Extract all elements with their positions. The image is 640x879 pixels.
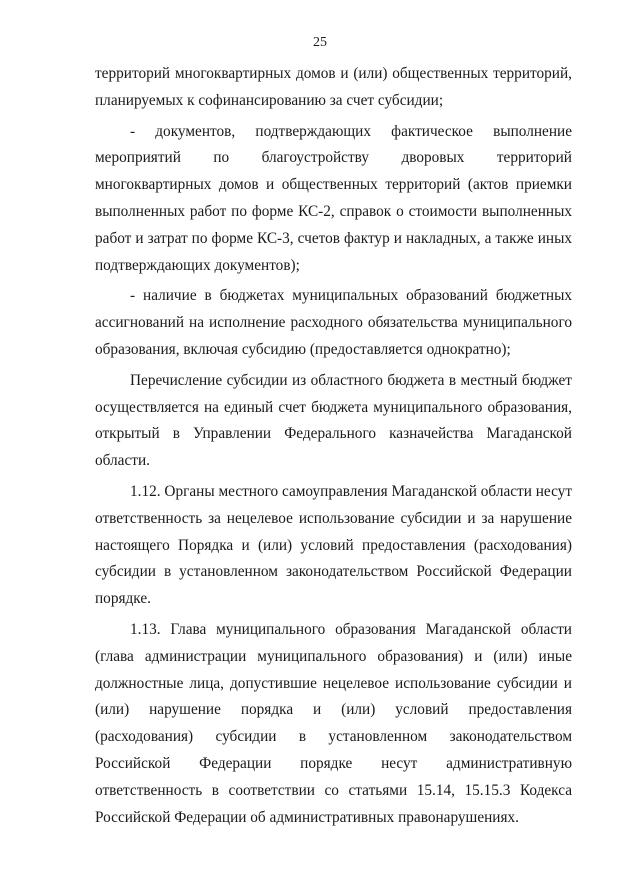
document-body xyxy=(95,61,572,831)
list-item-documents: - документов, подтверждающих фактическое выполнение мероприятий по благоустройству дворовых территорий многоквартирных домов и общественных территорий (актов приемки выполненных работ по форме КС-2, справок о стоимости выполненных работ и затрат по форме КС-3, счетов фактур и накладных, а также иных подтверждающих документов); xyxy=(95,122,572,274)
list-item-budget-allocations: - наличие в бюджетах муниципальных образований бюджетных ассигнований на исполнение расходного обязательства муниципального образования, включая субсидию (предоставляется однократно); xyxy=(95,287,572,358)
clause-1-12: 1.12. Органы местного самоуправления Магаданской области несут ответственность за нецелевое использование субсидии и за нарушение настоящего Порядка и (или) условий предоставления (расходования) субсидии в установленном законодательством Российской Федерации порядке. xyxy=(95,482,573,608)
clause-1-13: 1.13. Глава муниципального образования Магаданской области (глава администрации муниципального образования) и (или) иные должностные лица, допустившие нецелевое использование субсидии и (или) нарушение порядка и (или) условий предоставления (расходования) субсидии в установленном законодательством Российской Федерации порядке несут административную ответственность в соответствии со статьями 15.14, 15.15.3 Кодекса Российской Федерации об административных правонарушениях. xyxy=(95,620,572,826)
paragraph-continuation: территорий многоквартирных домов и (или) общественных территорий, планируемых к софинансированию за счет субсидии; xyxy=(95,65,572,109)
paragraph-subsidy-transfer: Перечисление субсидии из областного бюджета в местный бюджет осуществляется на единый счет бюджета муниципального образования, открытый в Управлении Федерального казначейства Магаданской области. xyxy=(95,371,572,470)
page-number: 25 xyxy=(313,35,327,50)
